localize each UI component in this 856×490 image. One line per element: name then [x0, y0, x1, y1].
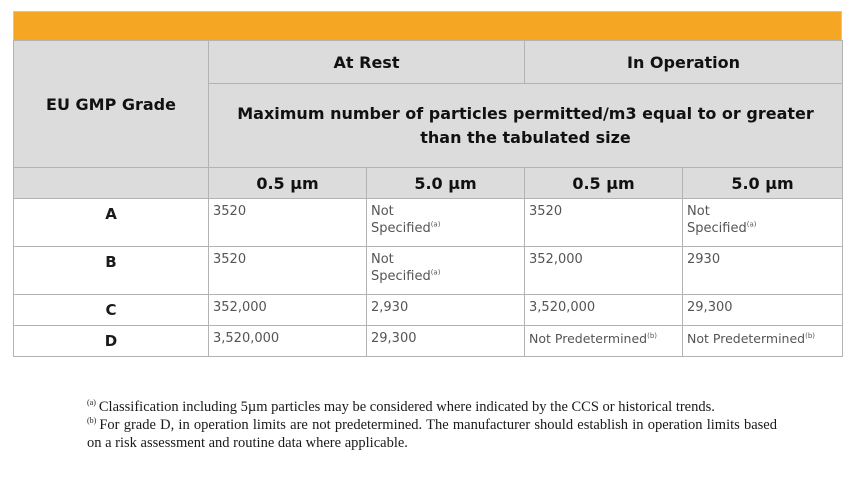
footnote-ref: (a) — [746, 220, 757, 229]
value-cell: 352,000 — [525, 247, 683, 295]
value-cell: 3520 — [209, 247, 367, 295]
grade-label: C — [14, 295, 209, 326]
value-cell: 3520 — [525, 199, 683, 247]
particle-limit-subtitle: Maximum number of particles permitted/m3 equal to or greater than the tabulated size — [209, 84, 843, 168]
footnote-ref: (b) — [647, 331, 658, 340]
value-cell: 352,000 — [209, 295, 367, 326]
value-cell: 3,520,000 — [525, 295, 683, 326]
value-cell: Not Specified$^{(a)}$ — [367, 247, 525, 295]
value-cell: 2930 — [683, 247, 843, 295]
size-header-rest-50: 5.0 µm — [367, 168, 525, 199]
value-cell: Not Predetermined$^{(b)}$ — [683, 326, 843, 357]
value-cell: 3,520,000 — [209, 326, 367, 357]
value-cell: 2,930 — [367, 295, 525, 326]
footnote-a: $^{(a)}$ Classification including 5µm particles may be considered where indicated by the CCS or historical trends. — [87, 398, 715, 415]
grade-column-header: EU GMP Grade — [14, 41, 209, 168]
value-cell: Not Predetermined$^{(b)}$ — [525, 326, 683, 357]
footnote-b: $^{(b)}$ For grade D, in operation limits are not predetermined. The manufacturer should establish in operation limits based on a risk assessment and routine data where applicable. — [87, 416, 777, 451]
value-cell: 29,300 — [367, 326, 525, 357]
size-header-op-05: 0.5 µm — [525, 168, 683, 199]
value-cell: 3520 — [209, 199, 367, 247]
size-header-op-50: 5.0 µm — [683, 168, 843, 199]
size-header-blank — [14, 168, 209, 199]
value-cell: 29,300 — [683, 295, 843, 326]
table-row — [14, 247, 843, 295]
grade-label: D — [14, 326, 209, 357]
footnote-ref: (a) — [430, 220, 441, 229]
in-operation-header: In Operation — [525, 41, 843, 84]
table-row — [14, 326, 843, 357]
value-cell: Not Specified$^{(a)}$ — [367, 199, 525, 247]
footnote-ref: (b) — [805, 331, 816, 340]
footnote-ref: (a) — [430, 268, 441, 277]
footnotes — [87, 398, 777, 452]
value-cell: Not Specified$^{(a)}$ — [683, 199, 843, 247]
size-header-rest-05: 0.5 µm — [209, 168, 367, 199]
table-row — [14, 199, 843, 247]
at-rest-header: At Rest — [209, 41, 525, 84]
table-title-bar — [13, 11, 842, 40]
grade-label: B — [14, 247, 209, 295]
grade-label: A — [14, 199, 209, 247]
gmp-table-container — [13, 11, 842, 357]
gmp-particle-table — [13, 40, 843, 357]
table-row — [14, 295, 843, 326]
